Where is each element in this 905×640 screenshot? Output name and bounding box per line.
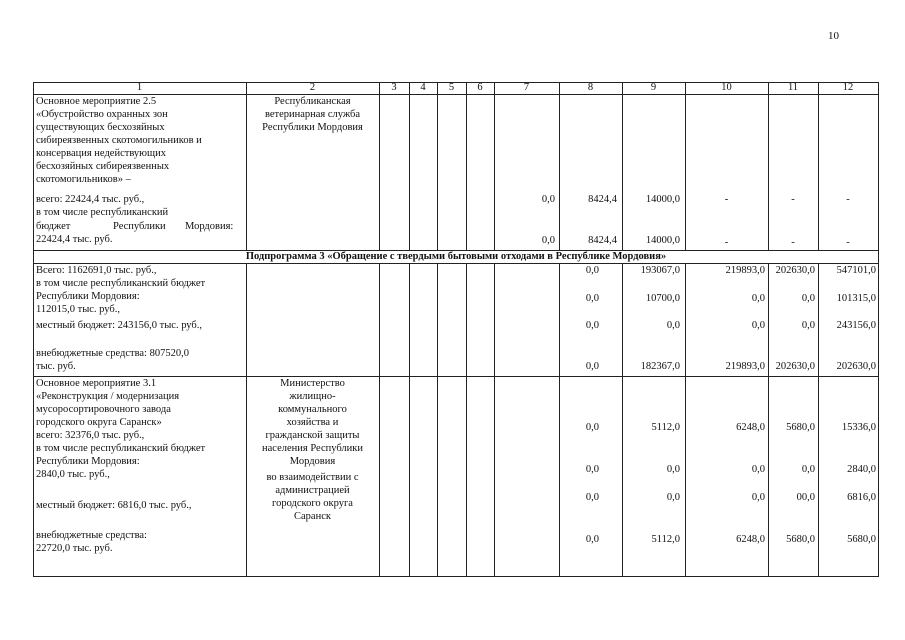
row2-rep-col11: 0,0 <box>801 293 815 304</box>
row1-total-col9: 14000,0 <box>645 194 680 205</box>
row3-executor-line: Министерство <box>280 378 345 389</box>
row3-rep-col8: 0,0 <box>585 464 599 475</box>
row3-desc-line: всего: 32376,0 тыс. руб., <box>36 430 145 441</box>
col-divider <box>494 263 495 577</box>
row3-extra-col9: 5112,0 <box>651 534 680 545</box>
row3-rep-col12: 2840,0 <box>847 464 876 475</box>
row3-local-col12: 6816,0 <box>847 492 876 503</box>
header-cell: 4 <box>420 82 426 93</box>
row3-desc-line: Основное мероприятие 3.1 <box>36 378 157 389</box>
row1-budget-col7: 0,0 <box>541 235 555 246</box>
header-cell: 1 <box>136 82 143 93</box>
row1-desc-word: Республики <box>113 221 166 232</box>
col-divider <box>818 263 819 577</box>
row3-extra-col11: 5680,0 <box>786 534 815 545</box>
data-table <box>33 82 879 577</box>
row3-rep-col9: 0,0 <box>666 464 680 475</box>
row1-desc-line: в том числе республиканский <box>36 207 169 218</box>
row1-executor-line: Республики Мордовия <box>262 122 363 133</box>
row2-extra-col8: 0,0 <box>585 361 599 372</box>
row1-executor-line: ветеринарная служба <box>264 109 361 120</box>
row3-executor-line: хозяйства и <box>286 417 339 428</box>
header-cell: 3 <box>391 82 397 93</box>
row3-local-col11: 00,0 <box>796 492 815 503</box>
row3-local-col9: 0,0 <box>666 492 680 503</box>
row3-desc-line: внебюджетные средства: <box>36 530 147 541</box>
row3-rep-col10: 0,0 <box>751 464 765 475</box>
row2-desc-line: Республики Мордовия: <box>36 291 140 302</box>
row1-total-col10: - <box>724 194 729 205</box>
col-divider <box>768 82 769 251</box>
row3-desc-line: в том числе республиканский бюджет <box>36 443 206 454</box>
col-divider <box>466 82 467 251</box>
row2-extra-col12: 202630,0 <box>836 361 876 372</box>
row3-executor-line: Саранск <box>294 511 331 522</box>
row3-extra-col8: 0,0 <box>585 534 599 545</box>
page-number: 10 <box>828 30 839 42</box>
row1-desc-line: «Обустройство охранных зон <box>36 109 168 120</box>
col-divider <box>685 263 686 577</box>
subprogram-title: Подпрограмма 3 «Обращение с твердыми бытовыми отходами в Республике Мордовия» <box>245 251 667 262</box>
row1-desc-word: Мордовия: <box>185 221 234 232</box>
row2-total-col9: 193067,0 <box>640 265 680 276</box>
row2-total-col10: 219893,0 <box>725 265 765 276</box>
row2-desc-line: тыс. руб. <box>36 361 76 372</box>
header-cell: 8 <box>587 82 594 93</box>
row2-rep-col9: 10700,0 <box>645 293 680 304</box>
row3-total-col8: 0,0 <box>585 422 599 433</box>
col-divider <box>437 82 438 251</box>
row3-rep-col11: 0,0 <box>801 464 815 475</box>
col-divider <box>33 82 34 577</box>
header-cell: 2 <box>309 82 316 93</box>
row3-executor-line: населения Республики <box>262 443 363 454</box>
row2-desc-line: в том числе республиканский бюджет <box>36 278 206 289</box>
row3-desc-line: мусоросортировочного завода <box>36 404 171 415</box>
row2-extra-col10: 219893,0 <box>725 361 765 372</box>
row2-local-col9: 0,0 <box>666 320 680 331</box>
header-cell: 6 <box>477 82 483 93</box>
row3-executor-line: коммунального <box>278 404 347 415</box>
row1-desc-line: консервация недействующих <box>36 148 166 159</box>
row2-local-col10: 0,0 <box>751 320 765 331</box>
row2-desc-line: 112015,0 тыс. руб., <box>36 304 120 315</box>
col-divider <box>379 82 380 251</box>
row3-executor-line: гражданской защиты <box>265 430 360 441</box>
row1-budget-col10: - <box>724 237 729 248</box>
row3-executor-line: во взаимодействии с <box>266 472 359 483</box>
row1-desc-line: Основное мероприятие 2.5 <box>36 96 157 107</box>
row3-total-col9: 5112,0 <box>651 422 680 433</box>
col-divider <box>494 82 495 251</box>
row2-extra-col9: 182367,0 <box>640 361 680 372</box>
row2-rep-col8: 0,0 <box>585 293 599 304</box>
row1-total-col11: - <box>791 194 795 205</box>
col-divider <box>622 263 623 577</box>
row1-total-col12: - <box>846 194 850 205</box>
col-divider <box>685 82 686 251</box>
col-divider <box>559 263 560 577</box>
row-divider <box>33 376 879 377</box>
row1-desc-word: бюджет <box>36 221 71 232</box>
row3-executor-line: Мордовия <box>289 456 336 467</box>
row2-total-col8: 0,0 <box>585 265 599 276</box>
col-divider <box>466 263 467 577</box>
row2-desc-line: местный бюджет: 243156,0 тыс. руб., <box>36 320 203 331</box>
col-divider <box>818 82 819 251</box>
row3-executor-line: администрацией <box>275 485 350 496</box>
row1-desc-line: 22424,4 тыс. руб. <box>36 234 113 245</box>
row3-desc-line: «Реконструкция / модернизация <box>36 391 180 402</box>
col-divider <box>878 82 879 577</box>
row3-executor-line: жилищно- <box>289 391 336 402</box>
col-divider <box>559 82 560 251</box>
row3-desc-line: местный бюджет: 6816,0 тыс. руб., <box>36 500 192 511</box>
row1-executor-line: Республиканская <box>274 96 351 107</box>
row2-desc-line: Всего: 1162691,0 тыс. руб., <box>36 265 157 276</box>
row1-budget-col8: 8424,4 <box>588 235 617 246</box>
row2-local-col11: 0,0 <box>801 320 815 331</box>
row3-total-col10: 6248,0 <box>736 422 765 433</box>
row1-budget-col9: 14000,0 <box>645 235 680 246</box>
row1-desc-line: существующих бесхозяйных <box>36 122 165 133</box>
header-cell: 11 <box>787 82 799 93</box>
row3-extra-col12: 5680,0 <box>847 534 876 545</box>
row3-local-col8: 0,0 <box>585 492 599 503</box>
row3-local-col10: 0,0 <box>751 492 765 503</box>
row1-budget-col11: - <box>791 237 795 248</box>
row1-desc-line: сибиреязвенных скотомогильников и <box>36 135 202 146</box>
col-divider <box>409 263 410 577</box>
row1-budget-col12: - <box>846 237 850 248</box>
col-divider <box>409 82 410 251</box>
row3-desc-line: городского округа Саранск» <box>36 417 162 428</box>
row3-total-col12: 15336,0 <box>841 422 876 433</box>
row1-desc-line: бесхозяйных сибиреязвенных <box>36 161 170 172</box>
row1-desc-line: всего: 22424,4 тыс. руб., <box>36 194 145 205</box>
row1-total-col7: 0,0 <box>541 194 555 205</box>
header-cell: 7 <box>523 82 530 93</box>
row1-total-col8: 8424,4 <box>588 194 617 205</box>
col-divider <box>622 82 623 251</box>
row3-executor-line: городского округа <box>272 498 353 509</box>
row2-desc-line: внебюджетные средства: 807520,0 <box>36 348 189 359</box>
row2-total-col11: 202630,0 <box>775 265 815 276</box>
row2-rep-col10: 0,0 <box>751 293 765 304</box>
header-cell: 10 <box>721 82 732 93</box>
header-cell: 12 <box>842 82 854 93</box>
col-divider <box>768 263 769 577</box>
row2-local-col12: 243156,0 <box>836 320 876 331</box>
row3-desc-line: 22720,0 тыс. руб. <box>36 543 113 554</box>
row3-total-col11: 5680,0 <box>786 422 815 433</box>
row3-desc-line: 2840,0 тыс. руб., <box>36 469 110 480</box>
col-divider <box>379 263 380 577</box>
row3-desc-line: Республики Мордовия: <box>36 456 140 467</box>
header-cell: 5 <box>448 82 455 93</box>
row2-total-col12: 547101,0 <box>836 265 876 276</box>
row1-desc-line: скотомогильников» – <box>36 174 131 185</box>
col-divider <box>437 263 438 577</box>
row3-extra-col10: 6248,0 <box>736 534 765 545</box>
table-border-bottom <box>33 576 879 577</box>
header-cell: 9 <box>650 82 657 93</box>
row2-extra-col11: 202630,0 <box>775 361 815 372</box>
row2-rep-col12: 101315,0 <box>836 293 876 304</box>
row2-local-col8: 0,0 <box>585 320 599 331</box>
